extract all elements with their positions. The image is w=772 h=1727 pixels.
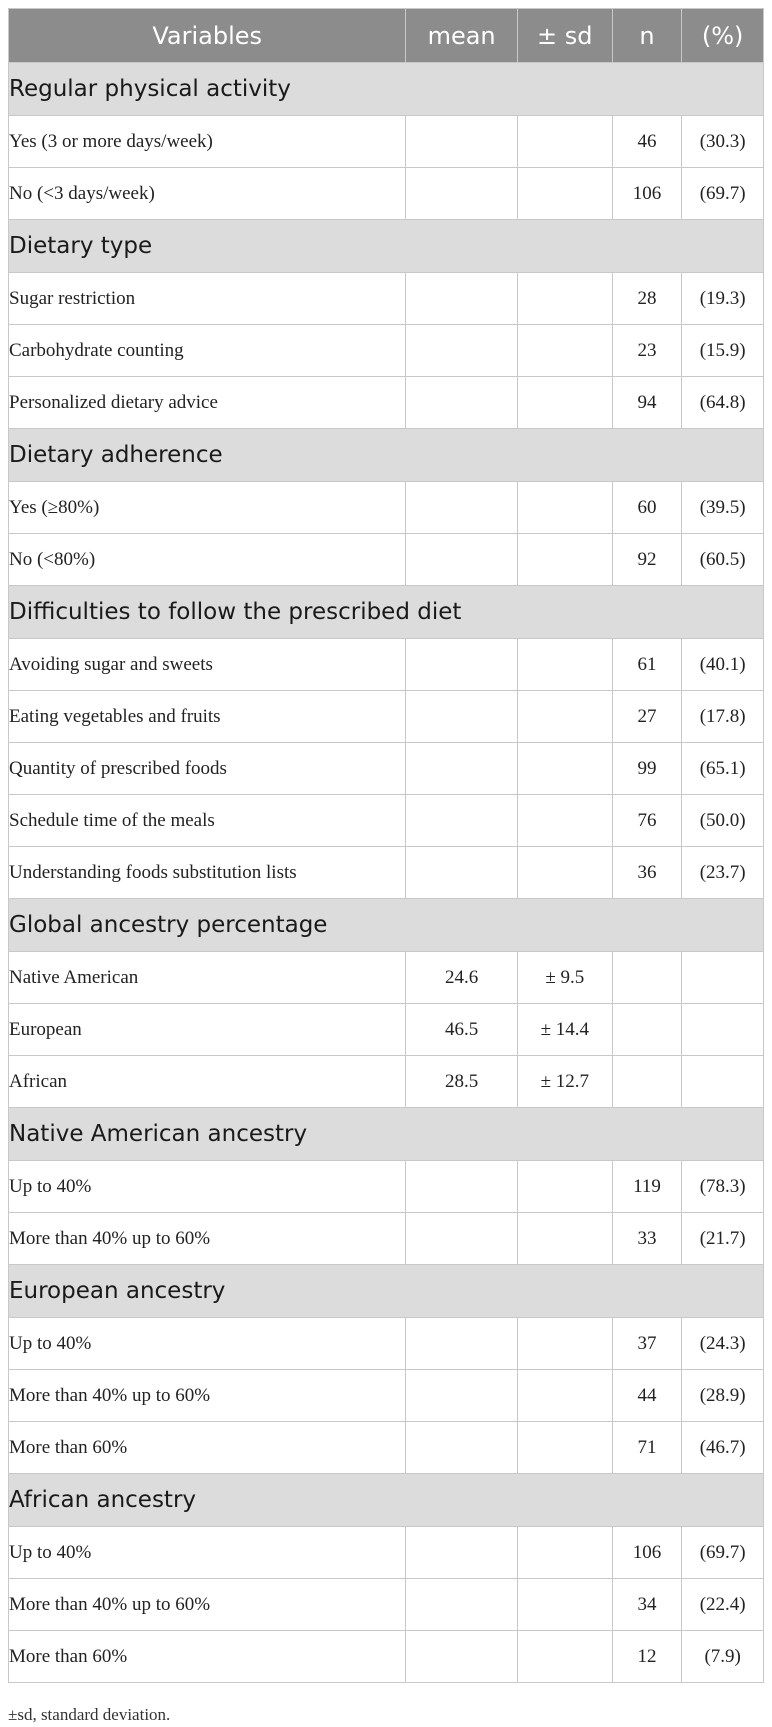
sd-cell: ± 9.5 [517, 952, 612, 1004]
header-variables: Variables [9, 9, 406, 63]
sd-cell [517, 1318, 612, 1370]
pct-cell: (64.8) [682, 377, 764, 429]
n-cell: 28 [612, 273, 682, 325]
row-label: Up to 40% [9, 1318, 406, 1370]
n-cell: 12 [612, 1631, 682, 1683]
table-row [9, 1422, 764, 1474]
sd-cell [517, 377, 612, 429]
table-row [9, 1370, 764, 1422]
row-label: More than 40% up to 60% [9, 1579, 406, 1631]
row-label: Avoiding sugar and sweets [9, 639, 406, 691]
mean-cell [406, 1631, 517, 1683]
section-row [9, 1108, 764, 1161]
n-cell: 33 [612, 1213, 682, 1265]
section-row [9, 220, 764, 273]
table-row [9, 1527, 764, 1579]
mean-cell [406, 482, 517, 534]
pct-cell: (78.3) [682, 1161, 764, 1213]
mean-cell: 24.6 [406, 952, 517, 1004]
sd-cell [517, 1161, 612, 1213]
mean-cell [406, 168, 517, 220]
sd-cell [517, 1213, 612, 1265]
pct-cell: (69.7) [682, 1527, 764, 1579]
n-cell: 119 [612, 1161, 682, 1213]
sd-cell: ± 14.4 [517, 1004, 612, 1056]
sd-cell [517, 325, 612, 377]
table-row [9, 1631, 764, 1683]
mean-cell: 28.5 [406, 1056, 517, 1108]
n-cell: 44 [612, 1370, 682, 1422]
section-title: European ancestry [9, 1265, 764, 1318]
mean-cell [406, 534, 517, 586]
pct-cell: (15.9) [682, 325, 764, 377]
n-cell [612, 1056, 682, 1108]
pct-cell: (46.7) [682, 1422, 764, 1474]
section-row [9, 429, 764, 482]
sd-cell [517, 273, 612, 325]
n-cell: 99 [612, 743, 682, 795]
n-cell: 23 [612, 325, 682, 377]
n-cell: 92 [612, 534, 682, 586]
sd-cell [517, 691, 612, 743]
n-cell: 61 [612, 639, 682, 691]
n-cell: 34 [612, 1579, 682, 1631]
mean-cell: 46.5 [406, 1004, 517, 1056]
table-row [9, 116, 764, 168]
n-cell: 37 [612, 1318, 682, 1370]
pct-cell: (21.7) [682, 1213, 764, 1265]
table-body [9, 63, 764, 1683]
pct-cell: (23.7) [682, 847, 764, 899]
row-label: Native American [9, 952, 406, 1004]
sd-cell [517, 482, 612, 534]
header-mean: mean [406, 9, 517, 63]
n-cell [612, 1004, 682, 1056]
mean-cell [406, 1579, 517, 1631]
row-label: Up to 40% [9, 1527, 406, 1579]
section-title: Regular physical activity [9, 63, 764, 116]
header-sd: ± sd [517, 9, 612, 63]
header-pct: (%) [682, 9, 764, 63]
n-cell: 36 [612, 847, 682, 899]
table-row [9, 795, 764, 847]
pct-cell [682, 1056, 764, 1108]
mean-cell [406, 795, 517, 847]
row-label: Quantity of prescribed foods [9, 743, 406, 795]
table-row [9, 1318, 764, 1370]
mean-cell [406, 116, 517, 168]
header-n: n [612, 9, 682, 63]
row-label: Up to 40% [9, 1161, 406, 1213]
section-title: Native American ancestry [9, 1108, 764, 1161]
sd-cell [517, 168, 612, 220]
section-row [9, 1265, 764, 1318]
sd-cell [517, 639, 612, 691]
row-label: No (<3 days/week) [9, 168, 406, 220]
pct-cell: (40.1) [682, 639, 764, 691]
table-row [9, 1579, 764, 1631]
table-row [9, 534, 764, 586]
n-cell: 106 [612, 1527, 682, 1579]
section-title: African ancestry [9, 1474, 764, 1527]
n-cell: 60 [612, 482, 682, 534]
table-row [9, 639, 764, 691]
row-label: Carbohydrate counting [9, 325, 406, 377]
header-row [9, 9, 764, 63]
mean-cell [406, 325, 517, 377]
row-label: African [9, 1056, 406, 1108]
pct-cell: (17.8) [682, 691, 764, 743]
table-row [9, 1161, 764, 1213]
mean-cell [406, 1318, 517, 1370]
row-label: Understanding foods substitution lists [9, 847, 406, 899]
pct-cell: (30.3) [682, 116, 764, 168]
row-label: Yes (≥80%) [9, 482, 406, 534]
table-row [9, 847, 764, 899]
sd-cell [517, 847, 612, 899]
row-label: More than 40% up to 60% [9, 1370, 406, 1422]
sd-cell [517, 1370, 612, 1422]
mean-cell [406, 1422, 517, 1474]
n-cell: 76 [612, 795, 682, 847]
section-title: Difficulties to follow the prescribed diet [9, 586, 764, 639]
n-cell: 27 [612, 691, 682, 743]
pct-cell: (60.5) [682, 534, 764, 586]
mean-cell [406, 1213, 517, 1265]
sd-cell [517, 743, 612, 795]
table-row [9, 743, 764, 795]
row-label: More than 60% [9, 1631, 406, 1683]
table-row [9, 482, 764, 534]
section-title: Dietary type [9, 220, 764, 273]
row-label: European [9, 1004, 406, 1056]
pct-cell: (7.9) [682, 1631, 764, 1683]
footnote: ±sd, standard deviation. [8, 1705, 171, 1724]
section-row [9, 1474, 764, 1527]
sd-cell [517, 795, 612, 847]
row-label: Yes (3 or more days/week) [9, 116, 406, 168]
pct-cell [682, 1004, 764, 1056]
n-cell: 71 [612, 1422, 682, 1474]
pct-cell: (39.5) [682, 482, 764, 534]
mean-cell [406, 1161, 517, 1213]
table-row [9, 273, 764, 325]
pct-cell: (28.9) [682, 1370, 764, 1422]
sd-cell [517, 1527, 612, 1579]
table-row [9, 377, 764, 429]
pct-cell: (50.0) [682, 795, 764, 847]
table-row [9, 1056, 764, 1108]
table-row [9, 168, 764, 220]
mean-cell [406, 743, 517, 795]
section-row [9, 63, 764, 116]
pct-cell: (65.1) [682, 743, 764, 795]
n-cell: 94 [612, 377, 682, 429]
pct-cell [682, 952, 764, 1004]
table-row [9, 1213, 764, 1265]
pct-cell: (69.7) [682, 168, 764, 220]
mean-cell [406, 377, 517, 429]
sd-cell [517, 116, 612, 168]
sd-cell: ± 12.7 [517, 1056, 612, 1108]
section-row [9, 899, 764, 952]
table-row [9, 1004, 764, 1056]
row-label: More than 40% up to 60% [9, 1213, 406, 1265]
table-row [9, 325, 764, 377]
section-title: Global ancestry percentage [9, 899, 764, 952]
sd-cell [517, 534, 612, 586]
mean-cell [406, 1370, 517, 1422]
table-row [9, 691, 764, 743]
row-label: More than 60% [9, 1422, 406, 1474]
section-title: Dietary adherence [9, 429, 764, 482]
table-row [9, 952, 764, 1004]
row-label: Eating vegetables and fruits [9, 691, 406, 743]
pct-cell: (24.3) [682, 1318, 764, 1370]
pct-cell: (22.4) [682, 1579, 764, 1631]
mean-cell [406, 691, 517, 743]
row-label: Schedule time of the meals [9, 795, 406, 847]
sd-cell [517, 1631, 612, 1683]
mean-cell [406, 1527, 517, 1579]
n-cell: 46 [612, 116, 682, 168]
n-cell [612, 952, 682, 1004]
data-table [8, 8, 764, 1683]
n-cell: 106 [612, 168, 682, 220]
sd-cell [517, 1579, 612, 1631]
pct-cell: (19.3) [682, 273, 764, 325]
section-row [9, 586, 764, 639]
sd-cell [517, 1422, 612, 1474]
mean-cell [406, 273, 517, 325]
row-label: No (<80%) [9, 534, 406, 586]
mean-cell [406, 639, 517, 691]
mean-cell [406, 847, 517, 899]
row-label: Sugar restriction [9, 273, 406, 325]
row-label: Personalized dietary advice [9, 377, 406, 429]
